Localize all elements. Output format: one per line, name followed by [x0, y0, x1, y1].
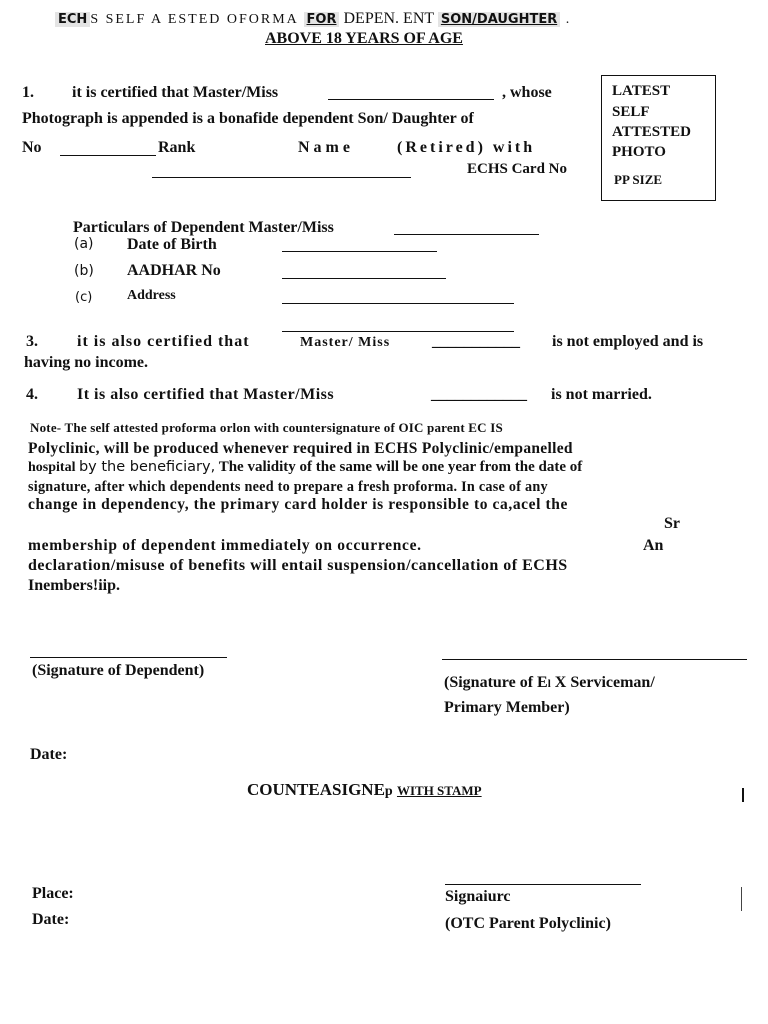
serviceman-label-b: X Serviceman/ [550, 674, 655, 691]
address-line-2 [282, 331, 514, 332]
para3-text-c: is not employed and is [552, 333, 704, 350]
note-line1 [30, 420, 503, 436]
photo-box-line3: ATTESTED [612, 124, 691, 140]
note-line3 [28, 459, 582, 476]
countersigned-b: WITH STAMP [396, 783, 482, 798]
master-name-line [328, 99, 494, 100]
note-line3-b: by the beneficiary, [78, 459, 216, 475]
item-b-label: AADHAR No [127, 262, 221, 279]
title-dot: . [560, 12, 572, 27]
aadhar-line [282, 278, 446, 279]
para4-blank: ____________ [431, 386, 527, 403]
note-line6-b: An [643, 537, 664, 554]
countersigned-p: p [384, 784, 393, 799]
item-b-marker: (b) [74, 263, 94, 279]
para3-text-b: Master/ Miss [300, 335, 391, 350]
para1-line2: Photograph is appended is a bonafide dependent Son/ Daughter of [22, 110, 474, 127]
para4-text-a: It is also certified that Master/Miss [77, 386, 335, 403]
countersigned-a: COUNTEASIGNE [247, 780, 385, 799]
note-line2: Polyclinic, will be produced whenever required in ECHS Polyclinic/empanelled [28, 440, 573, 457]
serviceman-signature-label-2: Primary Member) [444, 699, 570, 716]
para1-rank-label: Rank [158, 139, 196, 156]
dependent-signature-label: (Signature of Dependent) [32, 662, 205, 679]
oic-signature-line [445, 884, 641, 885]
note-stray-sr: Sr [664, 515, 680, 532]
title-text-b: DEPEN. ENT [339, 10, 438, 27]
title-echs: ECH [55, 12, 90, 27]
form-subtitle: ABOVE 18 YEARS OF AGE [265, 30, 463, 47]
photo-box-line1: LATEST [612, 83, 671, 99]
oic-signature-label: Signaiurc [445, 888, 511, 905]
para4-number: 4. [26, 386, 38, 403]
particulars-heading: Particulars of Dependent Master/Miss [73, 219, 334, 236]
place-label: Place: [32, 885, 74, 902]
para4-text-b: is not married. [551, 386, 652, 403]
dependent-signature-line [30, 657, 227, 658]
para1-number: 1. [22, 84, 34, 101]
note-line6-a: membership of dependent immediately on occurrence. [28, 537, 422, 554]
form-title [55, 10, 571, 28]
note-line5: change in dependency, the primary card holder is responsible to ca,acel the [28, 496, 568, 513]
serviceman-label-a: (Signature of E [444, 674, 548, 691]
title-son-daughter: SON/DAUGHTER [438, 12, 560, 27]
dob-line [282, 251, 437, 252]
serviceman-signature-label [444, 674, 655, 692]
note-line4: signature, after which dependents need to prepare a fresh proforma. In case of any [28, 479, 548, 495]
stray-mark-2 [741, 887, 742, 911]
name-line [152, 177, 411, 178]
date-label-1: Date: [30, 746, 68, 763]
para1-echs-label: ECHS Card No [467, 161, 568, 177]
stray-mark-1 [742, 788, 744, 802]
serviceman-signature-line [442, 659, 747, 660]
para3-number: 3. [26, 333, 38, 350]
title-for: FOR [304, 12, 340, 27]
countersigned-heading [247, 780, 482, 800]
oic-polyclinic-label: (OTC Parent Polyclinic) [445, 915, 611, 932]
item-c-label: Address [127, 288, 176, 303]
date-label-2: Date: [32, 911, 70, 928]
note-line3-c: The validity of the same will be one year from the date of [218, 459, 583, 475]
item-c-marker: (c) [75, 290, 93, 305]
para1-text-a: it is certified that Master/Miss [72, 84, 279, 101]
photo-box-line2: SELF [612, 104, 650, 120]
para1-name-label: Name [298, 139, 354, 156]
photo-box-line4: PHOTO [612, 144, 666, 160]
para1-no-label: No [22, 139, 42, 156]
note-line7: declaration/misuse of benefits will entail suspension/cancellation of ECHS [28, 557, 568, 574]
note-line3-a: hospital [28, 460, 76, 475]
note-line8: Inembers!iip. [28, 577, 120, 594]
para3-blank: ___________ [432, 333, 520, 350]
para1-text-b: , whose [502, 84, 552, 101]
no-line [60, 155, 156, 156]
note-line1-text: Note- The self attested proforma orlon with countersignature of OIC parent EC IS [30, 420, 503, 435]
para3-line2: having no income. [24, 354, 149, 371]
serviceman-label-mark: l [547, 678, 551, 690]
title-text-a: S SELF A ESTED OFORMA [90, 12, 304, 27]
photo-box-line5: PP SIZE [614, 172, 663, 187]
item-a-marker: (a) [74, 236, 94, 252]
para1-retired-label: (Retired) with [397, 139, 536, 156]
particulars-name-line [394, 234, 539, 235]
address-line-1 [282, 303, 514, 304]
para3-text-a: it is also certified that [77, 333, 250, 350]
item-a-label: Date of Birth [127, 236, 217, 253]
